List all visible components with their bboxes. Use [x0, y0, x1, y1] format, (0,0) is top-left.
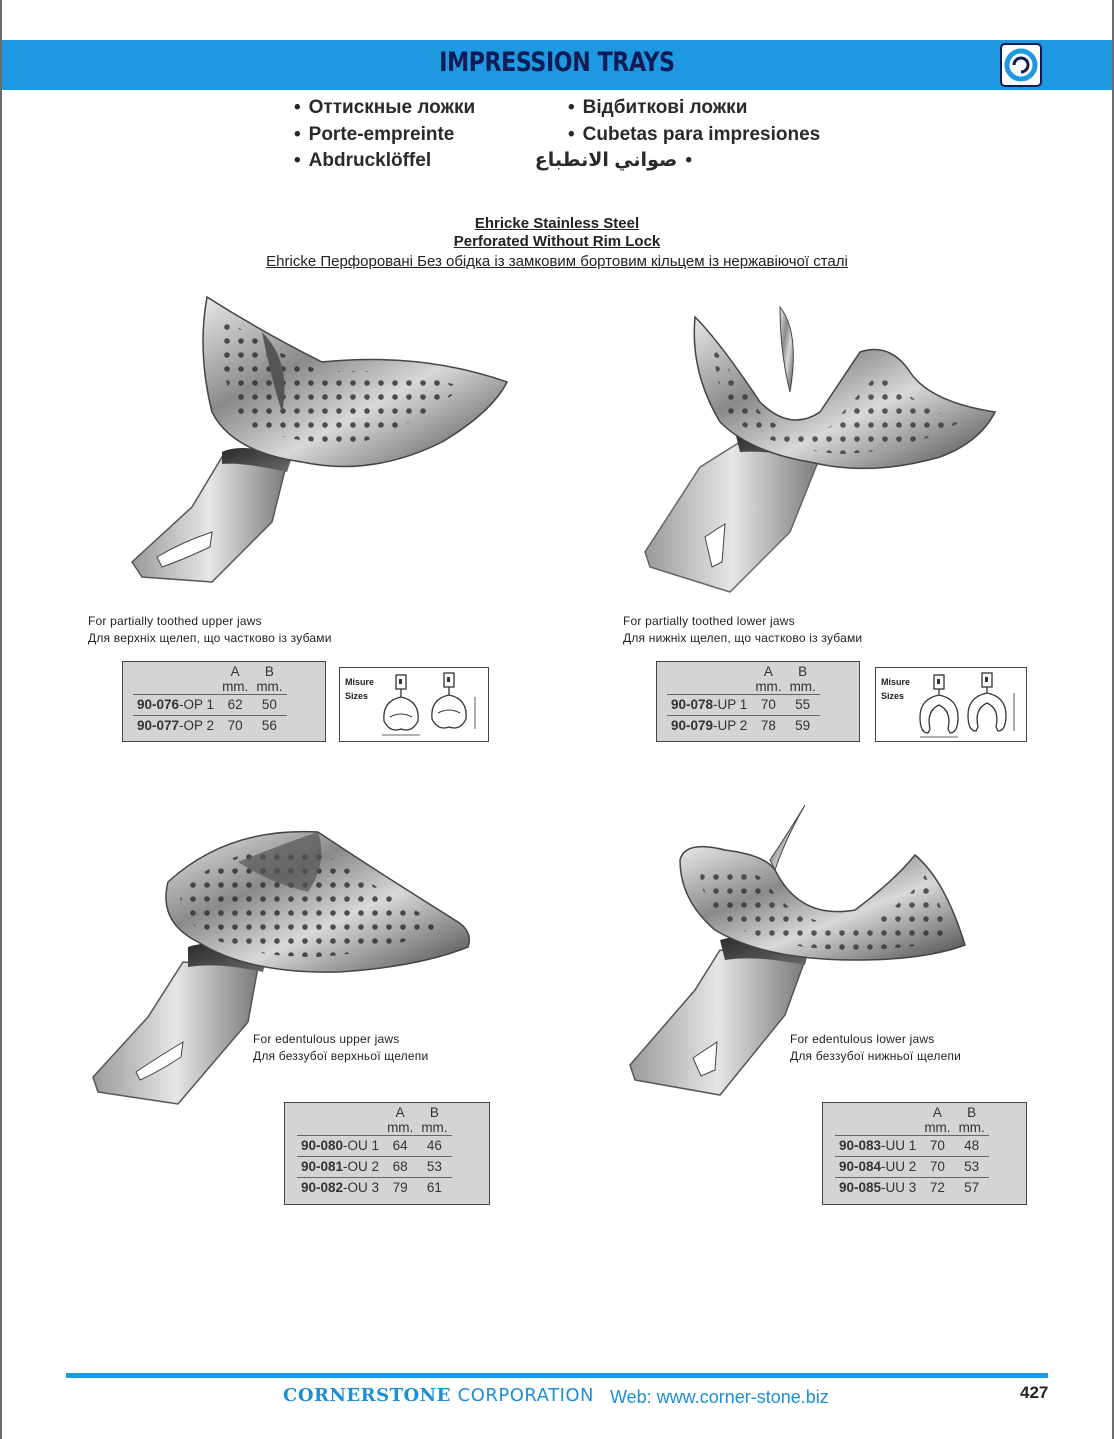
value-b: 48	[955, 1136, 989, 1157]
item-suffix: -OP 1	[179, 697, 215, 712]
value-b: 61	[417, 1178, 451, 1199]
size-diagram-upper	[339, 667, 489, 742]
spec-table-lower-partial	[656, 661, 860, 742]
size-label-line: Sizes	[881, 691, 905, 701]
value-b: 53	[417, 1157, 451, 1178]
page-title: IMPRESSION TRAYS	[439, 47, 675, 78]
lang-item: • Відбиткові ложки	[568, 95, 820, 122]
item-suffix: -OU 3	[343, 1180, 380, 1195]
page-number: 427	[1020, 1383, 1049, 1402]
col-a-unit: mm.	[751, 679, 785, 695]
footer-rule	[66, 1373, 1048, 1378]
caption-en: For partially toothed lower jaws	[623, 614, 795, 628]
item-code: 90-079	[671, 718, 714, 733]
table-row	[835, 1157, 989, 1178]
size-label-line: Sizes	[345, 691, 369, 701]
caption-en: For edentulous lower jaws	[790, 1032, 935, 1046]
table-row	[835, 1136, 989, 1157]
value-a: 78	[751, 716, 785, 737]
value-b: 57	[955, 1178, 989, 1199]
col-b-unit: mm.	[252, 679, 286, 695]
item-code: 90-084	[839, 1159, 882, 1174]
col-b-unit: mm.	[786, 679, 820, 695]
item-code: 90-081	[301, 1159, 344, 1174]
spec-table	[667, 664, 820, 736]
caption-upper-partial	[88, 613, 332, 647]
item-suffix: -UP 1	[713, 697, 748, 712]
lang-item: • Cubetas para impresiones	[568, 122, 820, 149]
col-a-header: A	[230, 664, 240, 679]
value-b: 55	[786, 695, 820, 716]
brand-logo-icon	[1000, 43, 1042, 87]
value-a: 70	[920, 1157, 954, 1178]
table-row	[667, 716, 820, 737]
company-suffix: CORPORATION	[457, 1385, 595, 1406]
section-heading-3: Ehricke Перфоровані Без обідка із замковим бортовим кільцем із нержавіючої сталі	[266, 253, 848, 270]
spec-table	[133, 664, 287, 736]
size-diagram-lower	[875, 667, 1027, 742]
item-suffix: -UU 2	[881, 1159, 917, 1174]
caption-ua: Для беззубої верхньої щелепи	[253, 1049, 429, 1063]
value-a: 68	[383, 1157, 417, 1178]
caption-lower-partial	[623, 613, 862, 647]
col-a-header: A	[763, 664, 773, 679]
col-a-unit: mm.	[920, 1120, 954, 1136]
col-b-header: B	[264, 664, 274, 679]
company-name: CORNERSTONE	[283, 1385, 451, 1406]
lang-item: • Porte-empreinte	[294, 122, 475, 149]
col-a-header: A	[932, 1105, 942, 1120]
size-label	[881, 675, 910, 703]
value-a: 64	[383, 1136, 417, 1157]
item-code: 90-078	[671, 697, 714, 712]
size-label	[345, 675, 374, 703]
item-code: 90-085	[839, 1180, 882, 1195]
item-suffix: -OP 2	[179, 718, 215, 733]
col-b-header: B	[967, 1105, 977, 1120]
item-suffix: -OU 2	[343, 1159, 380, 1174]
col-b-header: B	[429, 1105, 439, 1120]
caption-upper-edentulous	[253, 1031, 428, 1065]
item-suffix: -UP 2	[713, 718, 748, 733]
value-b: 59	[786, 716, 820, 737]
item-code: 90-080	[301, 1138, 344, 1153]
table-row	[297, 1178, 452, 1199]
value-b: 50	[252, 695, 286, 716]
value-a: 72	[920, 1178, 954, 1199]
col-b-header: B	[798, 664, 808, 679]
size-label-line: Misure	[345, 677, 375, 687]
item-code: 90-076	[137, 697, 180, 712]
tray-upper-partial-photo	[122, 292, 512, 597]
value-a: 70	[751, 695, 785, 716]
spec-table	[835, 1105, 989, 1198]
table-row	[667, 695, 820, 716]
spec-table-upper-edentulous	[284, 1102, 490, 1205]
spec-table	[297, 1105, 452, 1198]
value-a: 62	[218, 695, 252, 716]
spec-table-upper-partial	[122, 661, 326, 742]
lang-item: • Abdrucklöffel	[294, 148, 475, 175]
footer-company	[283, 1385, 594, 1406]
table-row	[297, 1136, 452, 1157]
col-a-header: A	[395, 1105, 405, 1120]
lang-item: • Оттискные ложки	[294, 95, 475, 122]
value-a: 70	[218, 716, 252, 737]
language-list-left	[294, 95, 475, 175]
value-b: 46	[417, 1136, 451, 1157]
language-list-right	[534, 95, 821, 175]
section-heading-2: Perforated Without Rim Lock	[453, 233, 661, 250]
item-suffix: -OU 1	[343, 1138, 380, 1153]
lang-item-arabic: • صواني الانطباع	[568, 148, 692, 175]
value-b: 53	[955, 1157, 989, 1178]
table-row	[835, 1178, 989, 1199]
table-row	[133, 716, 287, 737]
footer-web-link[interactable]: Web: www.corner-stone.biz	[610, 1387, 829, 1407]
col-a-unit: mm.	[383, 1120, 417, 1136]
item-suffix: -UU 1	[881, 1138, 917, 1153]
caption-lower-edentulous	[790, 1031, 961, 1065]
size-label-line: Misure	[881, 677, 911, 687]
upper-tray-outline-icon	[380, 671, 485, 739]
caption-ua: Для беззубої нижньої щелепи	[790, 1049, 962, 1063]
table-row	[133, 695, 287, 716]
item-code: 90-083	[839, 1138, 882, 1153]
item-code: 90-077	[137, 718, 180, 733]
section-heading-1: Ehricke Stainless Steel	[474, 215, 640, 232]
col-b-unit: mm.	[417, 1120, 451, 1136]
value-a: 70	[920, 1136, 954, 1157]
caption-en: For partially toothed upper jaws	[88, 614, 262, 628]
tray-lower-partial-photo	[640, 292, 1000, 597]
value-a: 79	[383, 1178, 417, 1199]
col-a-unit: mm.	[218, 679, 252, 695]
caption-ua: Для нижніх щелеп, що частково із зубами	[623, 631, 863, 645]
table-row	[297, 1157, 452, 1178]
spec-table-lower-edentulous	[822, 1102, 1027, 1205]
col-b-unit: mm.	[955, 1120, 989, 1136]
caption-en: For edentulous upper jaws	[253, 1032, 400, 1046]
caption-ua: Для верхніх щелеп, що частково із зубами	[88, 631, 332, 645]
item-code: 90-082	[301, 1180, 344, 1195]
item-suffix: -UU 3	[881, 1180, 917, 1195]
lower-tray-outline-icon	[916, 671, 1024, 739]
value-b: 56	[252, 716, 286, 737]
